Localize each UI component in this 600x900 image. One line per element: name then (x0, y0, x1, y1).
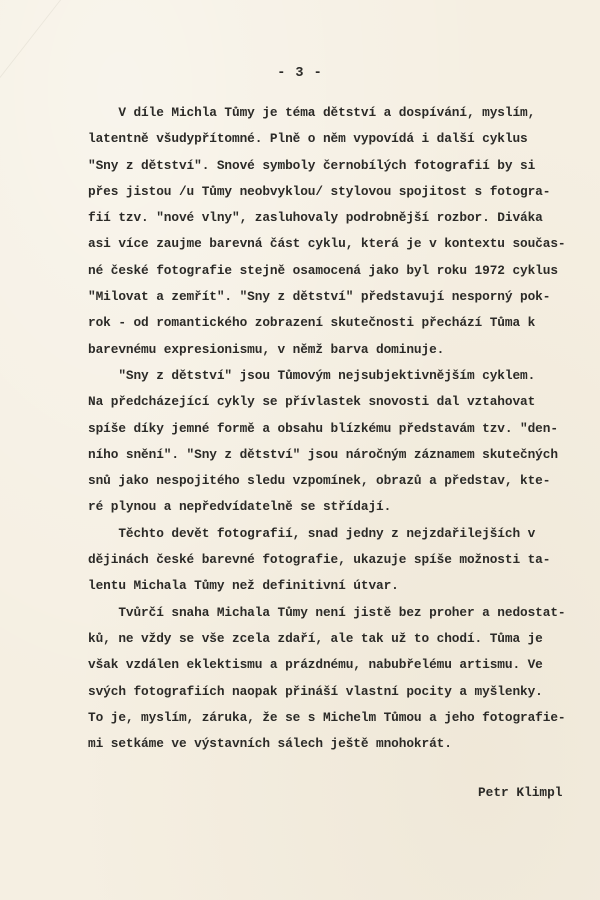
text-line: snů jako nespojitého sledu vzpomínek, obrazů a představ, kte- (88, 473, 551, 489)
text-line: barevnému expresionismu, v němž barva dominuje. (88, 341, 445, 357)
text-line: né české fotografie stejně osamocená jako byl roku 1972 cyklus (88, 262, 558, 278)
text-line: "Sny z dětství". Snové symboly černobílých fotografií by si (88, 157, 536, 173)
text-line: ního snění". "Sny z dětství" jsou náročným záznamem skutečných (88, 446, 558, 462)
page-number: - 3 - (277, 66, 323, 81)
text-line: "Milovat a zemřít". "Sny z dětství" představují nesporný pok- (88, 289, 551, 305)
text-line: přes jistou /u Tůmy neobvyklou/ stylovou spojitost s fotogra- (88, 183, 551, 199)
author-signature: Petr Klimpl (478, 785, 563, 800)
text-line: mi setkáme ve výstavních sálech ještě mnohokrát. (88, 736, 452, 752)
text-line: Těchto devět fotografií, snad jedny z nejzdařilejších v (88, 525, 536, 541)
text-line: Tvůrčí snaha Michala Tůmy není jistě bez proher a nedostat- (88, 604, 566, 620)
text-line: lentu Michala Tůmy než definitivní útvar. (88, 578, 399, 594)
document-body (88, 100, 578, 757)
text-line: fií tzv. "nové vlny", zasluhovaly podrobnější rozbor. Diváka (88, 210, 543, 226)
text-line: Na předcházející cykly se přívlastek snovosti dal vztahovat (88, 394, 536, 410)
text-line: latentně všudypřítomné. Plně o něm vypovídá i další cyklus (88, 131, 528, 147)
text-line: svých fotografiích naopak přináší vlastní pocity a myšlenky. (88, 683, 543, 699)
text-line: rok - od romantického zobrazení skutečnosti přechází Tůma k (88, 315, 536, 331)
text-line: dějinách české barevné fotografie, ukazuje spíše možnosti ta- (88, 552, 551, 568)
text-line: ré plynou a nepředvídatelně se střídají. (88, 499, 392, 515)
text-line: ků, ne vždy se vše zcela zdaří, ale tak už to chodí. Tůma je (88, 630, 543, 646)
text-line: asi více zaujme barevná část cyklu, která je v kontextu součas- (88, 236, 566, 252)
text-line: však vzdálen eklektismu a prázdnému, nabubřelému artismu. Ve (88, 657, 543, 673)
text-line: V díle Michla Tůmy je téma dětství a dospívání, myslím, (88, 105, 536, 120)
text-line: To je, myslím, záruka, že se s Michelm Tůmou a jeho fotografie- (88, 709, 566, 725)
text-line: spíše díky jemné formě a obsahu blízkému představám tzv. "den- (88, 420, 558, 436)
text-line: "Sny z dětství" jsou Tůmovým nejsubjektivnějším cyklem. (88, 367, 536, 383)
